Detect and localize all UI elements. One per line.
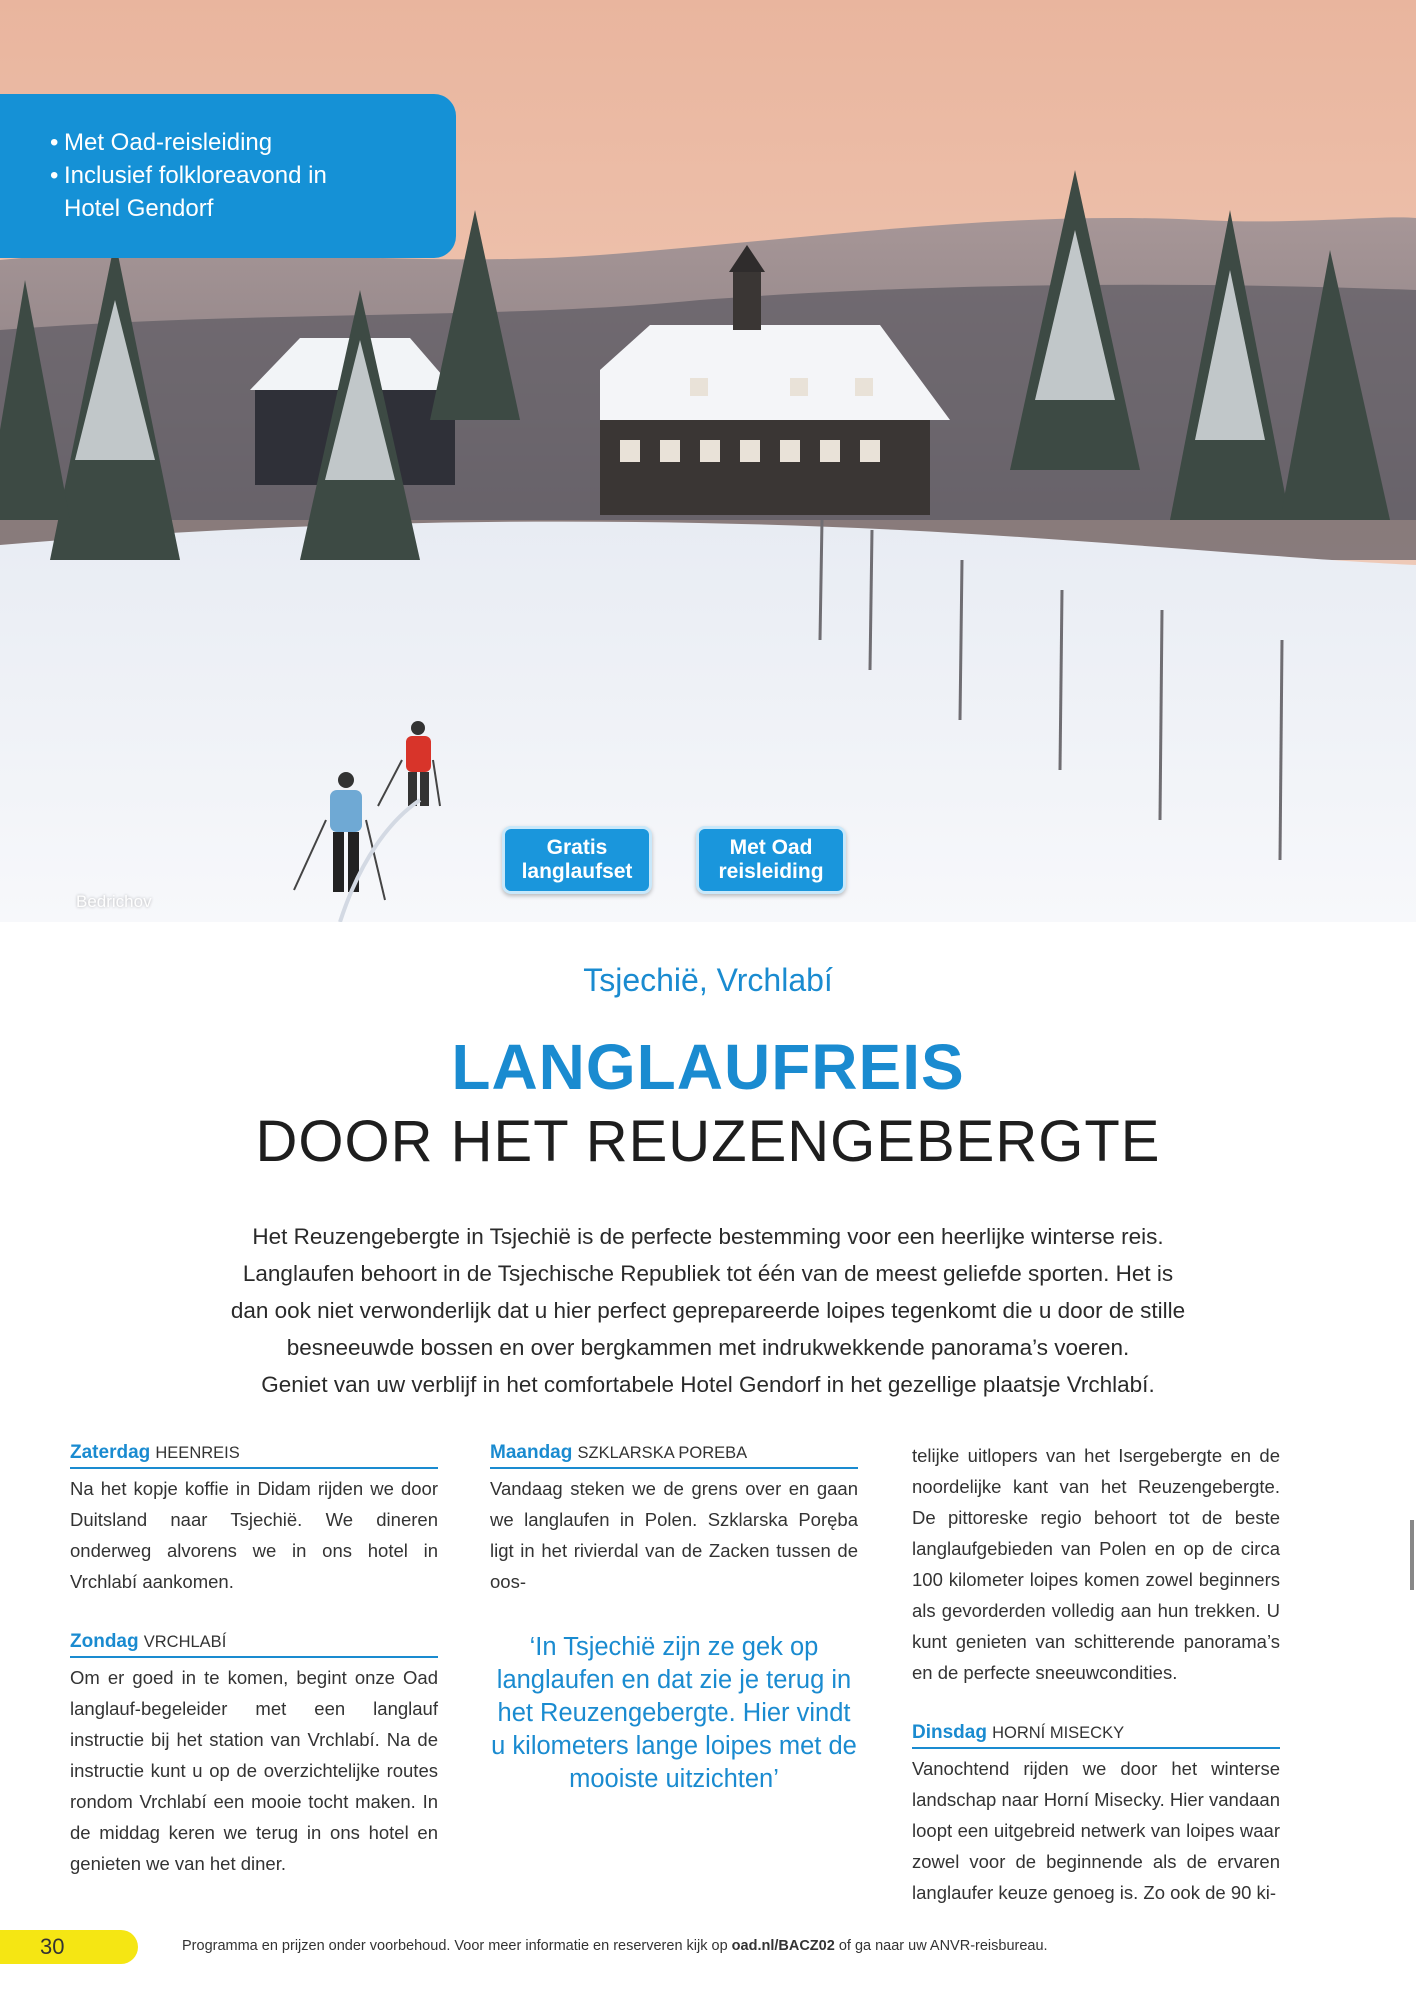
day-name: Maandag bbox=[490, 1442, 573, 1463]
badge-1-line-1: Gratis bbox=[546, 836, 608, 859]
day-text-maandag-cont: telijke uitlopers van het Isergebergte en de noordelijke kant van het Reuzengebergte. De pittoreske regio behoort tot de beste langlaufgebieden van Polen en op de circa 100 kilometer loipes komen zowel beginners als gevorderden volledig aan hun trekken. U kunt genieten van schitterende panorama’s en de perfecte sneeuwcondities. bbox=[912, 1445, 1280, 1683]
badge-1-line-2: langlaufset bbox=[521, 860, 633, 883]
page-subtitle: DOOR HET REUZENGEBERGTE bbox=[255, 1109, 1161, 1174]
day-place: VRCHLABÍ bbox=[143, 1633, 227, 1651]
hero-photo bbox=[0, 0, 1416, 922]
page-number: 30 bbox=[0, 1930, 138, 1964]
day-heading-zondag bbox=[70, 1627, 438, 1658]
day-heading-maandag bbox=[490, 1438, 858, 1469]
day-heading-dinsdag bbox=[912, 1718, 1280, 1749]
day-text-zondag: Om er goed in te komen, begint onze Oad langlauf-begeleider met een langlauf instructie bij het station van Vrchlabí. Na de instructie kunt u op de overzichtelijke routes rondom Vrchlabí een mooie tocht maken. In de middag keren we terug in ons hotel en genieten we van het diner. bbox=[70, 1667, 438, 1874]
day-text-maandag: Vandaag steken we de grens over en gaan we langlaufen in Polen. Szklarska Poręba ligt in het rivierdal van de Zacken tussen de oos- bbox=[490, 1478, 858, 1592]
day-heading-zaterdag bbox=[70, 1438, 438, 1469]
badge-oad-reisleiding bbox=[696, 826, 846, 894]
footer-text-after: of ga naar uw ANVR-reisbureau. bbox=[834, 1938, 1048, 1954]
promo-bullet-2: • Inclusief folkloreavond in bbox=[64, 159, 456, 192]
promo-box bbox=[0, 94, 456, 258]
intro-line-2: Langlaufen behoort in de Tsjechische Republiek tot één van de meest geliefde sporten. Het is bbox=[242, 1261, 1174, 1286]
badge-2-line-2: reisleiding bbox=[718, 860, 824, 883]
intro-line-1: Het Reuzengebergte in Tsjechië is de perfecte bestemming voor een heerlijke winterse reis. bbox=[252, 1224, 1164, 1249]
column-2 bbox=[490, 1438, 858, 1796]
promo-bullet-1: • Met Oad-reisleiding bbox=[64, 126, 456, 159]
column-1 bbox=[70, 1438, 438, 1879]
day-name: Zondag bbox=[70, 1631, 139, 1652]
promo-bullet-2-cont: Hotel Gendorf bbox=[64, 195, 214, 222]
column-3 bbox=[912, 1440, 1280, 1908]
location-heading: Tsjechië, Vrchlabí bbox=[583, 962, 833, 998]
footer-note bbox=[182, 1938, 1048, 1954]
intro-line-4: besneeuwde bossen en over bergkammen met indrukwekkende panorama’s voeren. bbox=[286, 1335, 1130, 1360]
page-title: LANGLAUFREIS bbox=[451, 1031, 965, 1103]
day-name: Zaterdag bbox=[70, 1442, 151, 1463]
intro-paragraph bbox=[150, 1218, 1266, 1403]
page-edge-marker bbox=[1410, 1520, 1414, 1590]
photo-credit: Bedrichov bbox=[76, 892, 152, 911]
badge-2-line-1: Met Oad bbox=[729, 836, 813, 859]
day-place: HEENREIS bbox=[155, 1444, 240, 1462]
day-place: HORNÍ MISECKY bbox=[992, 1724, 1125, 1742]
day-text-dinsdag: Vanochtend rijden we door het winterse landschap naar Horní Misecky. Hier vandaan loopt een uitgebreid netwerk van loipes waar zowel voor de beginnende als de ervaren langlaufer keuze genoeg is. Zo ook de 90 ki- bbox=[912, 1758, 1280, 1903]
intro-line-5: Geniet van uw verblijf in het comfortabele Hotel Gendorf in het gezellige plaatsje Vrchlabí. bbox=[261, 1372, 1155, 1397]
badge-free-langlaufset bbox=[502, 826, 652, 894]
day-name: Dinsdag bbox=[912, 1722, 987, 1743]
intro-line-3: dan ook niet verwonderlijk dat u hier perfect geprepareerde loipes tegenkomt die u door de stille bbox=[230, 1298, 1186, 1323]
footer-link[interactable]: oad.nl/BACZ02 bbox=[731, 1938, 835, 1954]
day-text-zaterdag: Na het kopje koffie in Didam rijden we door Duitsland naar Tsjechië. We dineren onderweg alvorens we in ons hotel in Vrchlabí aankomen. bbox=[70, 1478, 438, 1592]
footer-text-before: Programma en prijzen onder voorbehoud. Voor meer informatie en reserveren kijk op bbox=[182, 1938, 732, 1954]
day-place: SZKLARSKA POREBA bbox=[577, 1444, 748, 1462]
pull-quote: ‘In Tsjechië zijn ze gek op langlaufen en dat zie je terug in het Reuzengebergte. Hier vindt u kilometers lange loipes met de mooiste uitzichten’ bbox=[491, 1633, 857, 1793]
